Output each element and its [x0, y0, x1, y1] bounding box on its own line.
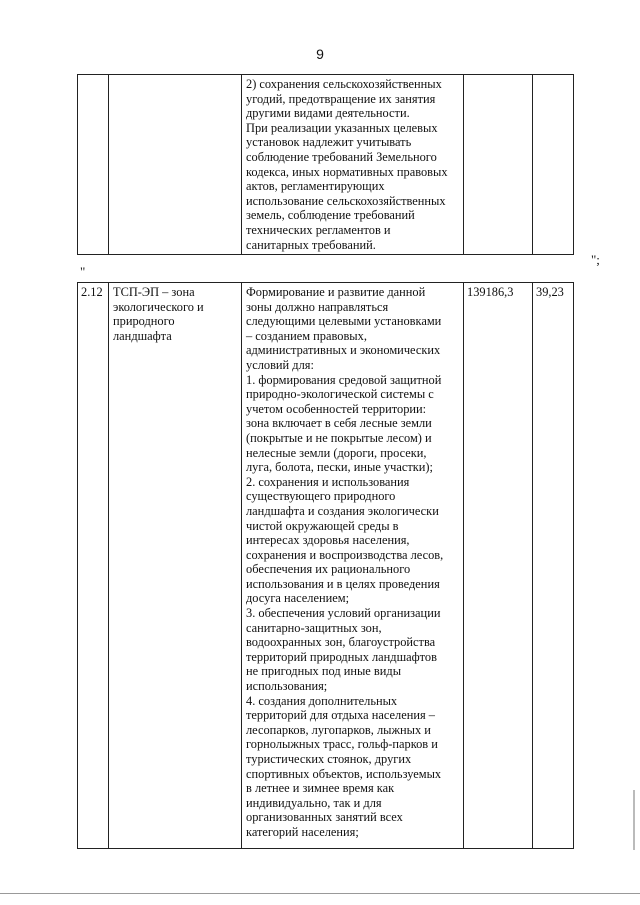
cell-empty — [109, 75, 242, 255]
text-line: другими видами деятельности. — [246, 106, 410, 121]
text-line: нелесные земли (дороги, просеки, — [246, 445, 427, 460]
text-line: сохранения и воспроизводства лесов, — [246, 547, 444, 562]
text-line: зона включает в себя лесные земли — [246, 416, 432, 431]
scan-artifact — [0, 893, 640, 894]
cell-empty — [78, 75, 109, 255]
zone-name — [109, 283, 241, 343]
zone-area: 139186,3 — [467, 285, 514, 299]
text-line: не пригодных под иные виды — [246, 664, 402, 679]
text-line: организованных занятий всех — [246, 810, 403, 825]
text-line: водоохранных зон, благоустройства — [246, 635, 436, 650]
text-line: в летнее и зимнее время как — [246, 781, 395, 796]
text-line: кодекса, иных нормативных правовых — [246, 164, 448, 179]
text-line: 1. формирования средовой защитной — [246, 372, 442, 387]
zone-name-cell — [109, 283, 242, 849]
text-line: зоны должно направляться — [246, 299, 389, 314]
requirements-cell — [242, 75, 464, 255]
text-line: административных и экономических — [246, 343, 441, 358]
table-row — [78, 75, 574, 255]
text-line: технических регламентов и — [246, 222, 391, 237]
cell-empty — [533, 75, 574, 255]
text-line: досуга населением; — [246, 591, 350, 606]
text-line: индивидуально, так и для — [246, 795, 382, 810]
text-line: (покрытые и не покрытые лесом) и — [246, 430, 432, 445]
text-line: 2. сохранения и использования — [246, 474, 410, 489]
text-line: санитарно-защитных зон, — [246, 620, 382, 635]
percent-cell — [533, 283, 574, 849]
table-row — [78, 283, 574, 849]
text-line: соблюдение требований Земельного — [246, 149, 437, 164]
opening-quote: " — [80, 264, 86, 279]
text-line: условий для: — [246, 357, 314, 372]
cell-empty — [464, 75, 533, 255]
text-line: ландшафта и создания экологически — [246, 503, 439, 518]
area-cell — [464, 283, 533, 849]
text-line: спортивных объектов, используемых — [246, 766, 442, 781]
zone-percent: 39,23 — [536, 285, 564, 299]
text-line: территорий для отдыха населения – — [246, 708, 435, 723]
text-line: существующего природного — [246, 489, 396, 504]
text-line: горнолыжных трасс, гольф-парков и — [246, 737, 438, 752]
text-line: При реализации указанных целевых — [246, 120, 438, 135]
zone-description — [242, 283, 463, 840]
text-line: туристических стоянок, других — [246, 752, 412, 766]
text-line: актов, регламентирующих — [246, 179, 385, 194]
text-line: экологического и — [113, 299, 204, 314]
scan-artifact — [633, 790, 635, 850]
text-line: санитарных требований. — [246, 237, 376, 252]
text-line: территорий природных ландшафтов — [246, 649, 437, 664]
text-line: 4. создания дополнительных — [246, 693, 398, 708]
row-number: 2.12 — [81, 285, 103, 299]
text-line: ландшафта — [113, 328, 172, 343]
text-line: использования и в целях проведения — [246, 576, 440, 591]
text-line: интересах здоровья населения, — [246, 533, 410, 548]
text-line: обеспечения их рационального — [246, 562, 411, 577]
text-line: угодий, предотвращение их занятия — [246, 91, 436, 106]
text-line: категорий населения; — [246, 824, 359, 839]
continuation-table — [77, 74, 574, 255]
text-line: использования; — [246, 679, 328, 694]
text-line: природного — [113, 314, 175, 329]
text-line: – созданием правовых, — [246, 328, 367, 343]
text-line: Формирование и развитие данной — [246, 285, 426, 299]
zone-table — [77, 282, 574, 849]
text-line: использование сельскохозяйственных — [246, 193, 446, 208]
text-line: луга, болота, пески, иные участки); — [246, 460, 433, 475]
text-line: земель, соблюдение требований — [246, 208, 415, 223]
page-number: 9 — [316, 46, 324, 62]
text-line: учетом особенностей территории: — [246, 401, 427, 416]
text-line: установок надлежит учитывать — [246, 135, 412, 150]
requirements-text — [242, 75, 463, 252]
text-line: 3. обеспечения условий организации — [246, 606, 441, 621]
text-line: следующими целевыми установками — [246, 314, 442, 329]
text-line: 2) сохранения сельскохозяйственных — [246, 77, 442, 91]
text-line: ТСП-ЭП – зона — [113, 285, 195, 299]
row-number-cell — [78, 283, 109, 849]
text-line: чистой окружающей среды в — [246, 518, 399, 533]
text-line: лесопарков, лугопарков, лыжных и — [246, 722, 431, 737]
description-cell — [242, 283, 464, 849]
text-line: природно-экологической системы с — [246, 387, 434, 402]
closing-quote: "; — [591, 252, 600, 267]
